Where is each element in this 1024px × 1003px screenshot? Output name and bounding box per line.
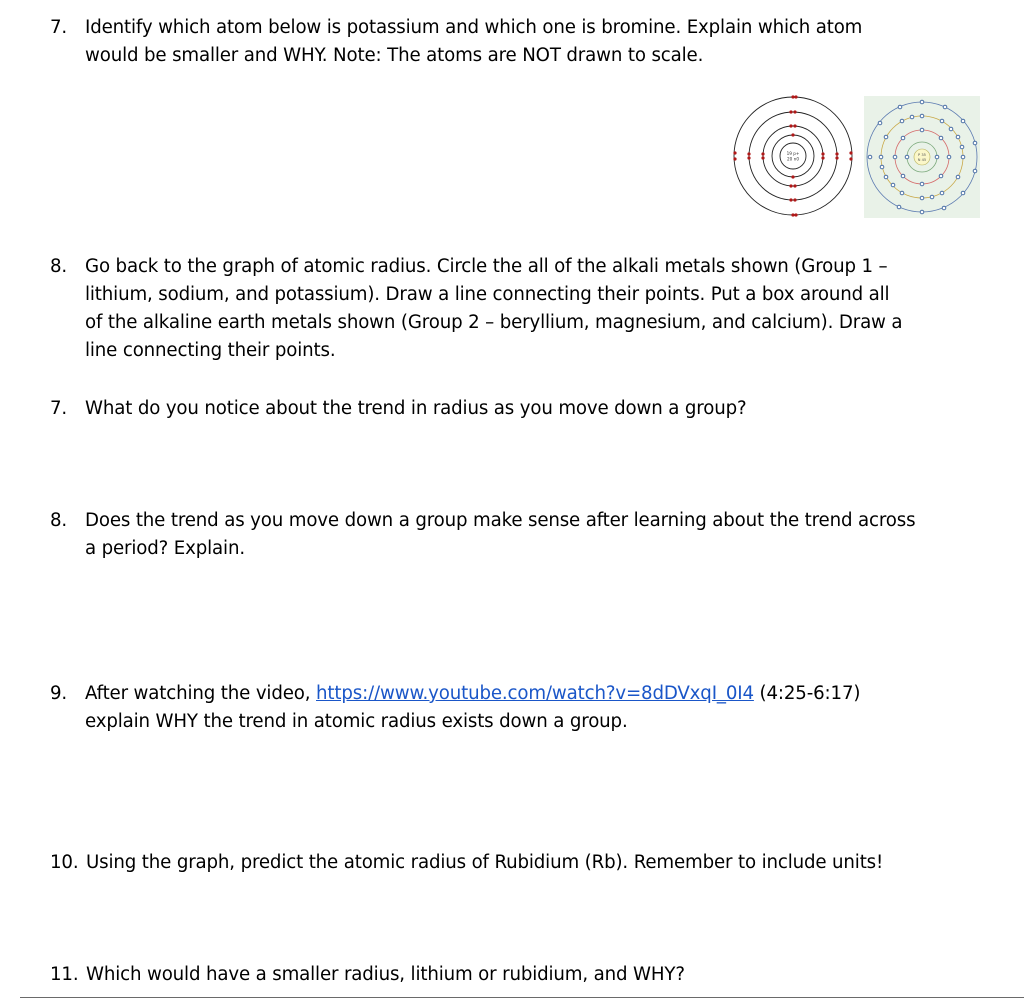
right-atom-diagram bbox=[864, 96, 980, 218]
question-line: explain WHY the trend in atomic radius exists down a group. bbox=[85, 711, 628, 732]
question-number: 11. bbox=[50, 964, 79, 985]
left-nucleus-label: 19 p+ bbox=[786, 151, 800, 156]
question-line: would be smaller and WHY. Note: The atoms are NOT drawn to scale. bbox=[85, 45, 704, 66]
question-line: a period? Explain. bbox=[85, 538, 245, 559]
question-text bbox=[86, 961, 986, 989]
question-line-start: After watching the video, bbox=[85, 683, 317, 704]
video-timestamp: (4:25-6:17) bbox=[753, 683, 861, 704]
question-line: Identify which atom below is potassium and which one is bromine. Explain which atom bbox=[85, 17, 863, 38]
right-nucleus-label: P 35 bbox=[918, 153, 926, 157]
question-line: Which would have a smaller radius, lithium or rubidium, and WHY? bbox=[86, 964, 685, 985]
question-text bbox=[86, 849, 986, 877]
question-line: of the alkaline earth metals shown (Group 2 – beryllium, magnesium, and calcium). Draw a bbox=[85, 312, 903, 333]
question-line: Using the graph, predict the atomic radius of Rubidium (Rb). Remember to include units! bbox=[86, 852, 884, 873]
left-atom-diagram bbox=[733, 95, 852, 216]
atom-diagrams bbox=[730, 93, 980, 220]
question-number: 7. bbox=[50, 398, 68, 419]
question-text bbox=[85, 253, 985, 365]
question-text bbox=[85, 680, 985, 736]
question-line: lithium, sodium, and potassium). Draw a line connecting their points. Put a box around all bbox=[85, 284, 890, 305]
question-number: 10. bbox=[50, 852, 79, 873]
question-text bbox=[85, 507, 985, 563]
page-bottom-rule bbox=[20, 997, 1024, 998]
question-text bbox=[85, 395, 985, 423]
question-number: 9. bbox=[50, 683, 68, 704]
right-nucleus-label: N 45 bbox=[917, 158, 927, 162]
left-nucleus-label: 20 n0 bbox=[787, 156, 799, 162]
youtube-video-link[interactable]: https://www.youtube.com/watch?v=8dDVxqI_0I4 bbox=[316, 683, 754, 704]
question-line bbox=[85, 680, 985, 708]
question-number: 7. bbox=[50, 17, 68, 38]
question-number: 8. bbox=[50, 256, 68, 277]
question-line: What do you notice about the trend in radius as you move down a group? bbox=[85, 398, 747, 419]
question-number: 8. bbox=[50, 510, 68, 531]
question-text bbox=[85, 14, 985, 70]
question-line: Does the trend as you move down a group make sense after learning about the trend across bbox=[85, 510, 916, 531]
question-line: line connecting their points. bbox=[85, 340, 336, 361]
question-line: Go back to the graph of atomic radius. Circle the all of the alkali metals shown (Group 1 – bbox=[85, 256, 888, 277]
